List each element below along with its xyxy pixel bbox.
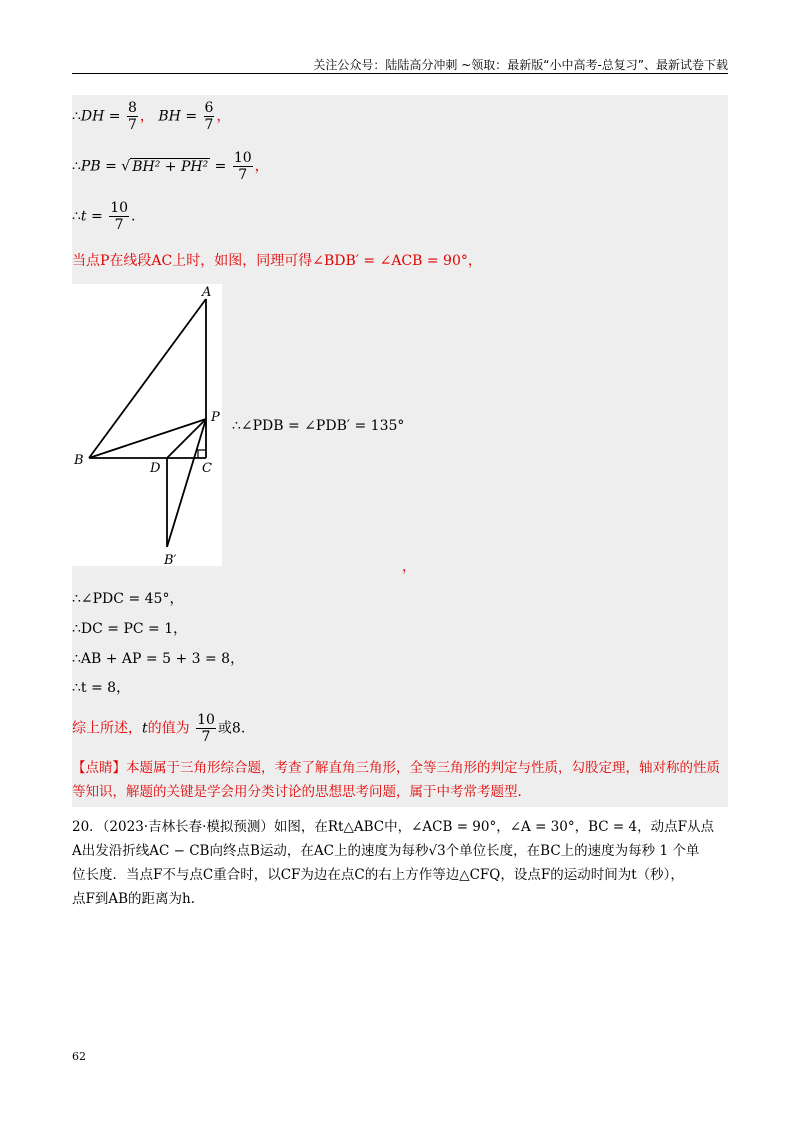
problem-20-line-4: 点F到AB的距离为h. [72, 891, 196, 907]
label-d: D [150, 461, 161, 476]
line-ab-ap: ∴AB + AP = 5 + 3 = 8， [72, 651, 245, 667]
problem-20-line-1: 20．（2023·吉林长春·模拟预测）如图，在Rt△ABC中，∠ACB = 90°，∠A = 30°，BC = 4，动点F从点 [72, 819, 714, 835]
line-dc: ∴DC = PC = 1， [72, 621, 188, 637]
line-pdc: ∴∠PDC = 45°， [72, 591, 184, 607]
geometry-figure [72, 284, 222, 566]
problem-20 [72, 815, 728, 911]
solution-line-dh-bh: ∴DH = $\frac{8}{7}$ ， BH = $\frac{6}{7}$ ， [72, 100, 231, 133]
solution-line-pb: ∴PB = √ BH² + PH² = $\frac{10}{7}$ ， [72, 150, 269, 183]
comment-body: 本题属于三角形综合题，考查了解直角三角形，全等三角形的判定与性质，勾股定理，轴对称的性质等知识，解题的关键是学会用分类讨论的思想思考问题，属于中考常考题型. [72, 760, 720, 800]
solution-line-t: ∴t = $\frac{10}{7}$ . [72, 200, 136, 233]
summary-line: 综上所述，t的值为 $\frac{10}{7}$ 或8. [72, 712, 246, 745]
case2-intro: 当点P在线段AC上时，如图，同理可得∠BDB′ = ∠ACB = 90°， [72, 253, 482, 269]
right-angle-mark [198, 450, 206, 458]
angle-pdb-line: ∴∠PDB = ∠PDB′ = 135° [232, 418, 405, 434]
label-p: P [211, 410, 220, 425]
page-header: 关注公众号：陆陆高分冲刺 ~领取：最新版“小中高考-总复习”、最新试卷下载 [313, 58, 728, 72]
stray-comma: ， [402, 559, 416, 575]
comment-paragraph [72, 756, 728, 804]
problem-20-line-3: 位长度．当点F不与点C重合时，以CF为边在点C的右上方作等边△CFQ，设点F的运动时间为t（秒）， [72, 867, 684, 883]
label-b: B [74, 453, 84, 468]
segment-ba [89, 299, 206, 458]
page-number: 62 [72, 1050, 86, 1063]
label-a: A [202, 285, 212, 300]
label-c: C [202, 461, 212, 476]
line-t-8: ∴t = 8， [72, 680, 131, 696]
label-b-prime: B′ [164, 553, 177, 566]
header-rule [72, 73, 728, 74]
triangle-diagram [72, 284, 222, 566]
problem-20-line-2: A出发沿折线AC − CB向终点B运动，在AC上的速度为每秒√3个单位长度，在BC上的速度为每秒 1 个单 [72, 843, 700, 859]
comment-tag: 【点睛】 [72, 760, 126, 776]
segment-bp [89, 419, 206, 458]
